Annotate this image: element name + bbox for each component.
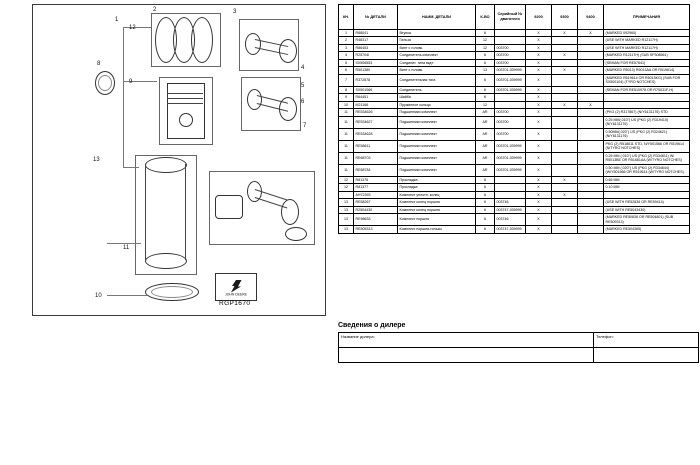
row-notes: (MARKED R12117H) (SUB SP308561): [604, 52, 690, 59]
row-part-number: R501380: [354, 67, 398, 74]
row-part-number: SX501066: [354, 86, 398, 93]
row-qty: AR: [476, 109, 495, 116]
row-serial: 003701-039999: [495, 164, 526, 176]
row-part-name: Комплект поршня: [398, 214, 476, 226]
row-notes: (USE WITH RE5043430): [604, 206, 690, 213]
row-qty: 6: [476, 86, 495, 93]
header-model-9400: 9400: [578, 5, 604, 30]
rod-big-end-cap: [279, 39, 297, 63]
row-model-9300: [552, 44, 578, 51]
row-num: 13: [339, 206, 354, 213]
row-notes: 0.25 MM (.010") US (PKG (2) R334611) W/ R5013BE OR R51661AA (W/TYRO NOTCHES): [604, 152, 690, 164]
row-serial: 003701-039999: [495, 152, 526, 164]
row-model-9200: X: [526, 199, 552, 206]
row-serial: 003700: [495, 52, 526, 59]
row-model-9200: X: [526, 191, 552, 198]
row-model-9400: [578, 74, 604, 86]
row-notes: (USE WITH RE52836 OR RE59414): [604, 199, 690, 206]
row-part-name: Комплект колец поршня: [398, 206, 476, 213]
row-model-9400: [578, 128, 604, 140]
table-row: [339, 184, 690, 191]
row-model-9300: [552, 199, 578, 206]
john-deere-logo: [215, 273, 257, 301]
row-qty: 6: [476, 94, 495, 101]
row-model-9400: [578, 152, 604, 164]
sealing-ring-inner: [98, 75, 112, 91]
row-part-number: RE68703: [354, 152, 398, 164]
row-num: 8: [339, 86, 354, 93]
row-notes: [604, 101, 690, 108]
row-num: 11: [339, 152, 354, 164]
row-num: 12: [339, 176, 354, 183]
row-model-9400: [578, 44, 604, 51]
row-model-9400: [578, 67, 604, 74]
row-model-9200: X: [526, 184, 552, 191]
row-qty: 6: [476, 199, 495, 206]
rod2-big-end: [279, 97, 297, 121]
row-serial: [495, 184, 526, 191]
row-part-number: R372878: [354, 74, 398, 86]
row-model-9200: X: [526, 30, 552, 37]
row-qty: 12: [476, 37, 495, 44]
row-serial: 003700: [495, 109, 526, 116]
row-part-number: SX506553: [354, 59, 398, 66]
row-part-number: RE58611: [354, 140, 398, 152]
row-num: 13: [339, 199, 354, 206]
row-num: 13: [339, 226, 354, 233]
row-part-name: Комплект уплотн. колец: [398, 191, 476, 198]
header-num: КН.: [339, 5, 354, 30]
row-part-name: Подшипники комплект: [398, 109, 476, 116]
row-part-number: RE505313: [354, 226, 398, 233]
row-num: 1: [339, 30, 354, 37]
row-notes: (MARKED 092960): [604, 30, 690, 37]
row-serial: 003747-039999: [495, 206, 526, 213]
callout-10: 10: [95, 293, 102, 299]
table-row: [339, 214, 690, 226]
row-notes: 0.25 MM(.010") US (PKG (2) R319410) (N/Y6131176): [604, 116, 690, 128]
row-qty: AR: [476, 128, 495, 140]
header-notes: ПРИМЕЧАНИЯ: [604, 5, 690, 30]
row-model-9200: X: [526, 109, 552, 116]
row-model-9400: X: [578, 30, 604, 37]
row-part-name: Соединитель: [398, 86, 476, 93]
row-notes: 0.10 MM: [604, 184, 690, 191]
row-model-9300: [552, 116, 578, 128]
dealer-phone-field[interactable]: [594, 348, 699, 363]
row-model-9300: X: [552, 30, 578, 37]
callout-4: 4: [301, 65, 305, 71]
row-model-9300: [552, 214, 578, 226]
row-qty: 12: [476, 44, 495, 51]
dealer-info-table: [338, 332, 699, 363]
row-model-9400: [578, 94, 604, 101]
table-row: [339, 109, 690, 116]
row-qty: 6: [476, 206, 495, 213]
row-notes: (MARKED R5013) R5013AA OR R519614): [604, 67, 690, 74]
row-num: 11: [339, 116, 354, 128]
table-row: [339, 191, 690, 198]
row-qty: 6: [476, 59, 495, 66]
callout-9: 9: [129, 79, 133, 85]
row-model-9200: X: [526, 226, 552, 233]
row-model-9200: X: [526, 37, 552, 44]
row-serial: [495, 37, 526, 44]
table-row: [339, 67, 690, 74]
row-part-number: R48317: [354, 37, 398, 44]
row-serial: [495, 176, 526, 183]
row-model-9300: [552, 109, 578, 116]
row-serial: 003701-039999: [495, 86, 526, 93]
row-num: 11: [339, 128, 354, 140]
row-model-9300: [552, 206, 578, 213]
row-model-9400: X: [578, 101, 604, 108]
piston-pin-bore: [179, 113, 193, 127]
row-model-9400: [578, 116, 604, 128]
row-model-9400: [578, 214, 604, 226]
row-model-9400: [578, 191, 604, 198]
row-part-number: R81377: [354, 184, 398, 191]
row-model-9200: X: [526, 176, 552, 183]
row-model-9400: [578, 109, 604, 116]
row-model-9200: X: [526, 67, 552, 74]
piston-ring-3: [191, 17, 213, 63]
row-model-9200: X: [526, 206, 552, 213]
row-qty: 6: [476, 30, 495, 37]
row-serial: 003700: [495, 44, 526, 51]
row-model-9300: X: [552, 101, 578, 108]
row-num: 10: [339, 101, 354, 108]
row-serial: 003701-039999: [495, 67, 526, 74]
row-model-9300: [552, 164, 578, 176]
table-row: [339, 44, 690, 51]
row-serial: 003700: [495, 59, 526, 66]
row-model-9200: X: [526, 86, 552, 93]
row-num: 11: [339, 164, 354, 176]
table-row: [339, 101, 690, 108]
table-row: [339, 206, 690, 213]
row-model-9300: [552, 140, 578, 152]
table-row: [339, 226, 690, 233]
row-model-9300: X: [552, 52, 578, 59]
liner-wall-right: [185, 164, 186, 260]
row-qty: AR: [476, 152, 495, 164]
row-notes: 0.50MM(.020") US (PKG (2) R324621) (N/Y6131176): [604, 128, 690, 140]
leader-line-1: [123, 27, 151, 28]
row-model-9300: [552, 37, 578, 44]
table-row: [339, 116, 690, 128]
row-serial: 003700: [495, 128, 526, 140]
callout-7: 7: [303, 123, 307, 129]
row-model-9200: X: [526, 74, 552, 86]
table-row: [339, 74, 690, 86]
row-model-9200: X: [526, 214, 552, 226]
leader-line-vertical-1: [123, 27, 124, 167]
row-serial: 003746: [495, 199, 526, 206]
table-row: [339, 94, 690, 101]
row-qty: 6: [476, 52, 495, 59]
callout-2: 2: [153, 7, 157, 13]
callout-6: 6: [301, 99, 305, 105]
row-qty: 12: [476, 101, 495, 108]
callout-5: 5: [301, 83, 305, 89]
callout-3: 3: [233, 9, 237, 15]
row-qty: AR: [476, 116, 495, 128]
dealer-value-row: [339, 348, 699, 363]
header-model-9200: 9200: [526, 5, 552, 30]
row-model-9300: [552, 184, 578, 191]
row-part-number: M21166: [354, 101, 398, 108]
row-serial: 003700: [495, 116, 526, 128]
row-part-number: RE68784: [354, 164, 398, 176]
row-serial: [495, 101, 526, 108]
row-part-name: Пружинное кольцо: [398, 101, 476, 108]
row-part-number: RE534627: [354, 116, 398, 128]
rod3-big-end: [281, 199, 299, 225]
row-part-number: R88041: [354, 30, 398, 37]
row-qty: AR: [476, 140, 495, 152]
callout-1: 1: [115, 17, 119, 23]
row-part-name: Соединительная тяга: [398, 74, 476, 86]
row-qty: 13: [476, 67, 495, 74]
row-model-9300: [552, 152, 578, 164]
row-part-name: Комплект колец поршня: [398, 199, 476, 206]
row-part-name: Комплект поршня-гильзы: [398, 226, 476, 233]
callout-12: 12: [129, 25, 136, 31]
row-notes: [604, 191, 690, 198]
row-num: 12: [339, 184, 354, 191]
row-model-9400: [578, 206, 604, 213]
header-part-name: НАИМ. ДЕТАЛИ: [398, 5, 476, 30]
piston-groove-3: [167, 103, 203, 104]
row-qty: 6: [476, 214, 495, 226]
row-part-name: Шайба: [398, 94, 476, 101]
row-num: [339, 191, 354, 198]
row-model-9200: X: [526, 94, 552, 101]
dealer-name-field[interactable]: [339, 348, 594, 363]
liner-bottom-rim: [145, 253, 187, 269]
row-model-9200: X: [526, 152, 552, 164]
row-serial: 003701-039999: [495, 74, 526, 86]
row-model-9200: X: [526, 116, 552, 128]
row-part-number: R64451: [354, 94, 398, 101]
row-qty: AR: [476, 164, 495, 176]
row-part-name: Подшипники комплект: [398, 152, 476, 164]
row-model-9300: X: [552, 191, 578, 198]
table-row: [339, 86, 690, 93]
row-serial: [495, 191, 526, 198]
row-part-name: Винт с головк.: [398, 67, 476, 74]
dealer-info-section: [338, 322, 690, 363]
row-serial: 003701-039999: [495, 140, 526, 152]
illustration-caption: RGP1670: [219, 300, 251, 307]
row-num: 3: [339, 44, 354, 51]
header-part-number: № ДЕТАЛИ: [354, 5, 398, 30]
row-part-name: Соединит. типа вкдт.: [398, 59, 476, 66]
rod2-small-end: [247, 89, 262, 110]
row-num: 11: [339, 109, 354, 116]
liner-wall-left: [145, 164, 146, 260]
rod-small-end-bush: [245, 33, 261, 55]
row-serial: 003747-039999: [495, 226, 526, 233]
table-row: [339, 199, 690, 206]
row-num: 7: [339, 74, 354, 86]
row-notes: PKG (2) R518611 STD, N/Y501566 OR R519614 (N/TYRO NOTCHES): [604, 140, 690, 152]
row-model-9400: [578, 164, 604, 176]
row-model-9400: [578, 140, 604, 152]
header-serial: Серийный № двигателя: [495, 5, 526, 30]
svg-text:JOHN DEERE: JOHN DEERE: [225, 292, 247, 297]
row-part-number: R81376: [354, 176, 398, 183]
callout-8: 8: [97, 61, 101, 67]
parts-table-body: [339, 30, 690, 234]
parts-table: [338, 4, 690, 234]
liner-top-rim: [145, 157, 187, 173]
piston-pin: [215, 195, 243, 219]
row-notes: (MARKED RE504365): [604, 226, 690, 233]
row-model-9400: [578, 184, 604, 191]
row-model-9300: [552, 74, 578, 86]
piston-groove-2: [167, 98, 203, 99]
dealer-phone-label: Телефон:: [594, 333, 699, 348]
row-serial: 003746: [495, 214, 526, 226]
table-row: [339, 52, 690, 59]
row-serial: [495, 94, 526, 101]
row-model-9400: [578, 226, 604, 233]
row-notes: 0.50 MM (.020") US (PKG (2) R334644) (W/Y501566 OR R519614 (W/TYRO NOTCHES): [604, 164, 690, 176]
table-row: [339, 152, 690, 164]
row-num: 2: [339, 37, 354, 44]
row-notes: [604, 94, 690, 101]
row-model-9300: [552, 128, 578, 140]
illustration-drawing: [33, 5, 325, 315]
row-model-9200: X: [526, 164, 552, 176]
liner-seal-ring-inner: [151, 286, 193, 298]
leader-line-5: [107, 295, 147, 296]
row-model-9400: [578, 52, 604, 59]
table-row: [339, 164, 690, 176]
row-notes: (USE WITH MARKED R12117H): [604, 37, 690, 44]
row-part-number: RE534626: [354, 109, 398, 116]
row-model-9200: X: [526, 101, 552, 108]
row-part-name: Подшипники комплект: [398, 140, 476, 152]
dealer-label-row: [339, 333, 699, 348]
row-qty: 6: [476, 184, 495, 191]
row-model-9400: [578, 86, 604, 93]
callout-13: 13: [93, 157, 100, 163]
parts-table-head: [339, 5, 690, 30]
dealer-info-title: Сведения о дилере: [338, 322, 406, 329]
parts-table-header-row: [339, 5, 690, 30]
piston-body: [167, 83, 205, 139]
row-model-9400: [578, 37, 604, 44]
row-model-9300: [552, 226, 578, 233]
row-qty: 6: [476, 191, 495, 198]
row-part-number: R2504430: [354, 206, 398, 213]
row-qty: 6: [476, 226, 495, 233]
row-num: 9: [339, 94, 354, 101]
row-part-number: R25704I: [354, 52, 398, 59]
row-notes: (USE WITH MARKED R12117H): [604, 44, 690, 51]
row-num: 11: [339, 140, 354, 152]
row-notes: (PKG (2) R317867) (N/Y6131176) STD: [604, 109, 690, 116]
header-qty: К-ВО: [476, 5, 495, 30]
bearing-shell-pair: [285, 227, 307, 241]
row-model-9200: X: [526, 128, 552, 140]
row-part-number: AH72393: [354, 191, 398, 198]
row-model-9200: X: [526, 52, 552, 59]
row-part-name: Гильза: [398, 37, 476, 44]
row-part-number: RE98633: [354, 214, 398, 226]
table-row: [339, 140, 690, 152]
row-qty: 6: [476, 74, 495, 86]
leader-line-3: [123, 167, 139, 168]
row-num: 13: [339, 214, 354, 226]
row-model-9400: [578, 59, 604, 66]
row-part-name: Винт с головк.: [398, 44, 476, 51]
row-model-9200: X: [526, 59, 552, 66]
row-num: 5: [339, 59, 354, 66]
row-num: 6: [339, 67, 354, 74]
row-serial: [495, 30, 526, 37]
parts-table-wrapper: [338, 4, 690, 234]
row-notes: 0.65 MM: [604, 176, 690, 183]
row-part-number: RE534628: [354, 128, 398, 140]
row-model-9200: X: [526, 44, 552, 51]
row-part-name: Подшипники комплект: [398, 116, 476, 128]
row-model-9200: X: [526, 140, 552, 152]
row-notes: (SEMAN FOR RE510978 OR R75031F-H): [604, 86, 690, 93]
piston-groove-1: [167, 93, 203, 94]
row-part-name: Прокладка: [398, 176, 476, 183]
table-row: [339, 128, 690, 140]
leader-line-4: [107, 243, 141, 244]
row-notes: (SEMAN FOR RE57641): [604, 59, 690, 66]
row-part-name: Подшипники комплект: [398, 164, 476, 176]
table-row: [339, 37, 690, 44]
row-qty: 6: [476, 176, 495, 183]
row-model-9300: X: [552, 176, 578, 183]
parts-illustration: [32, 4, 326, 316]
row-model-9300: X: [552, 67, 578, 74]
table-row: [339, 176, 690, 183]
row-model-9300: [552, 86, 578, 93]
row-model-9400: [578, 199, 604, 206]
table-row: [339, 59, 690, 66]
row-model-9300: [552, 59, 578, 66]
row-part-name: Подшипники комплект: [398, 128, 476, 140]
row-model-9400: [578, 176, 604, 183]
row-num: 4: [339, 52, 354, 59]
row-part-number: RE58267: [354, 199, 398, 206]
dealer-name-label: Название дилера:: [339, 333, 594, 348]
row-notes: (MARKED RE50836 OR RE504801) (SUB RE509313): [604, 214, 690, 226]
row-model-9300: [552, 94, 578, 101]
row-notes: (MARKED R519614 OR R5015KG) (SUB FOR SX500104) (TYRO NOTCHES): [604, 74, 690, 86]
row-part-name: Соединитель комплект: [398, 52, 476, 59]
callout-11: 11: [123, 245, 130, 251]
header-model-9300: 9300: [552, 5, 578, 30]
row-part-name: Прокладка: [398, 184, 476, 191]
row-part-number: R86453: [354, 44, 398, 51]
row-part-name: Втулка: [398, 30, 476, 37]
table-row: [339, 30, 690, 37]
